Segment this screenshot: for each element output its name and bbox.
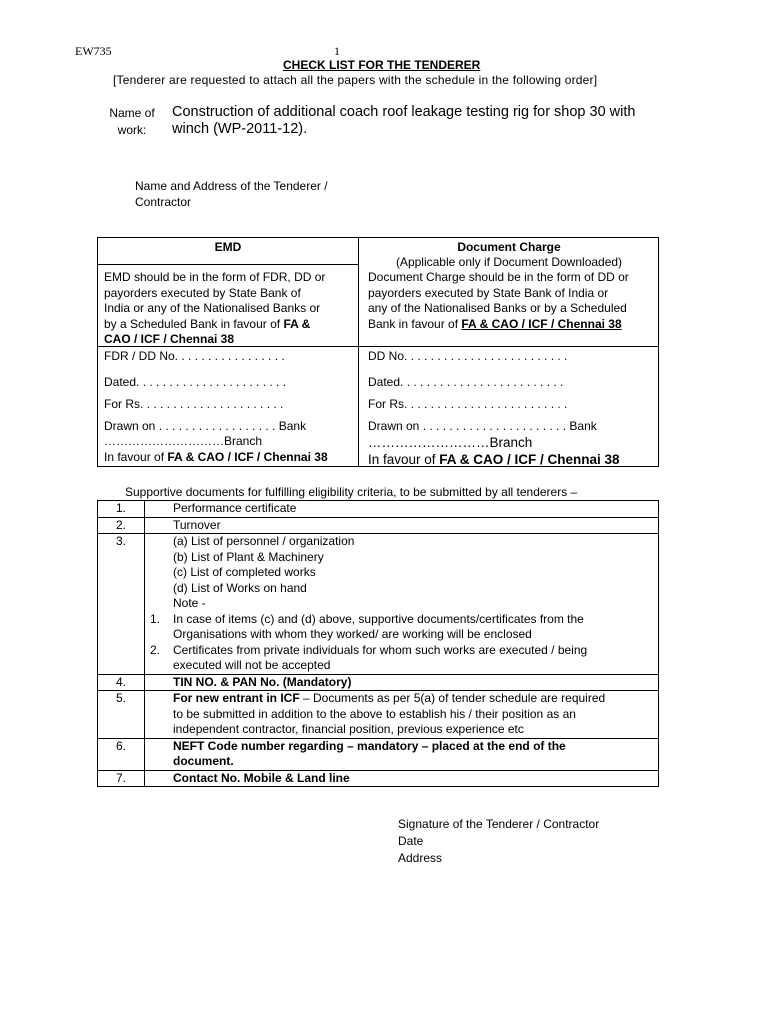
instruction-text: [Tenderer are requested to attach all the papers with the schedule in the following order] xyxy=(113,73,598,87)
page-title: CHECK LIST FOR THE TENDERER xyxy=(283,58,481,72)
subitem: (d) List of Works on hand xyxy=(173,580,307,595)
doc-branch: ………………………Branch xyxy=(368,435,533,450)
doc-desc-line1: Document Charge should be in the form of DD or xyxy=(368,270,629,284)
row-line xyxy=(173,691,652,707)
doc-favour xyxy=(368,452,620,468)
tenderer-name-address xyxy=(135,178,328,210)
row-number: 6. xyxy=(98,739,145,770)
row-line-text: – Documents as per 5(a) of tender schedule are required xyxy=(299,691,606,705)
emd-desc-line3: India or any of the Nationalised Banks or xyxy=(104,301,321,315)
subitem: (b) List of Plant & Machinery xyxy=(173,549,324,564)
column-divider xyxy=(358,238,359,466)
emd-desc-line2: payorders executed by State Bank of xyxy=(104,285,301,300)
note-number: 2. xyxy=(150,642,161,657)
supportive-intro: Supportive documents for fulfilling eligibility criteria, to be submitted by all tenderers – xyxy=(125,485,578,499)
doc-desc-line4 xyxy=(368,317,654,333)
row-number: 5. xyxy=(98,691,145,738)
work-label xyxy=(106,105,158,139)
emd-drawn-on: Drawn on . . . . . . . . . . . . . . . . . . Bank xyxy=(104,419,307,433)
doc-code: EW735 xyxy=(75,44,112,58)
page-number: 1 xyxy=(334,44,340,58)
row-number: 1. xyxy=(98,501,145,517)
row-bold: For new entrant in ICF xyxy=(173,691,300,705)
subitem: (c) List of completed works xyxy=(173,565,316,579)
row-text: TIN NO. & PAN No. (Mandatory) xyxy=(173,674,352,689)
row-text xyxy=(145,534,658,612)
note-item xyxy=(145,612,658,643)
note-label: Note - xyxy=(173,596,206,610)
work-text-line2: winch (WP-2011-12). xyxy=(172,121,308,137)
table-row xyxy=(98,501,658,517)
signature-line: Signature of the Tenderer / Contractor xyxy=(398,817,600,831)
row-line: to be submitted in addition to the above to establish his / their position as an xyxy=(173,706,576,721)
emd-header-divider xyxy=(98,264,358,265)
doc-desc-line4-text: Bank in favour of xyxy=(368,316,462,331)
emd-heading: EMD xyxy=(214,240,242,254)
row-line: independent contractor, financial position, previous experience etc xyxy=(173,722,524,736)
doc-dated: Dated. . . . . . . . . . . . . . . . . . . . . . . . . xyxy=(368,375,564,389)
note-text xyxy=(145,612,658,643)
work-description xyxy=(172,104,635,138)
emd-description xyxy=(104,270,354,348)
row-line: NEFT Code number regarding – mandatory – placed at the end of the xyxy=(173,738,566,753)
table-row xyxy=(98,690,658,738)
date-line: Date xyxy=(398,834,424,848)
signature-block xyxy=(398,816,599,867)
doc-drawn-on: Drawn on . . . . . . . . . . . . . . . . . . . . . . Bank xyxy=(368,419,597,433)
emd-fdr-dd-no: FDR / DD No. . . . . . . . . . . . . . . . . xyxy=(104,349,285,363)
note-number: 1. xyxy=(150,611,161,626)
table-row xyxy=(98,738,658,770)
doc-favour-payee: FA & CAO / ICF / Chennai 38 xyxy=(439,452,620,467)
note-line: executed will not be accepted xyxy=(173,658,331,672)
emd-dated: Dated. . . . . . . . . . . . . . . . . . . . . . . xyxy=(104,375,287,389)
work-text-line1: Construction of additional coach roof leakage testing rig for shop 30 with xyxy=(172,104,636,120)
row-text xyxy=(145,691,658,738)
subitem: (a) List of personnel / organization xyxy=(173,534,355,548)
note-line: In case of items (c) and (d) above, supportive documents/certificates from the xyxy=(173,611,584,626)
notes xyxy=(145,612,658,674)
table-row xyxy=(98,770,658,787)
table-row xyxy=(98,517,658,534)
emd-branch: …………………………Branch xyxy=(104,434,263,448)
tenderer-line1: Name and Address of the Tenderer / xyxy=(135,179,328,193)
row-number: 4. xyxy=(98,675,145,691)
row-text: Turnover xyxy=(173,517,221,532)
work-label-line1: Name of xyxy=(109,106,155,120)
row-number: 3. xyxy=(98,534,145,674)
address-line: Address xyxy=(398,851,443,865)
supportive-documents-table xyxy=(97,500,659,787)
note-item xyxy=(145,643,658,674)
emd-favour-bold-1: FA & xyxy=(283,316,311,331)
emd-desc-line4 xyxy=(104,317,354,333)
work-label-line2: work: xyxy=(117,123,147,137)
emd-favour xyxy=(104,450,328,466)
doc-dd-no: DD No. . . . . . . . . . . . . . . . . . . . . . . . . xyxy=(368,349,568,363)
doc-favour-prefix: In favour of xyxy=(368,452,440,467)
emd-desc-line4-text: by a Scheduled Bank in favour of xyxy=(104,316,284,331)
doc-charge-heading: Document Charge xyxy=(457,240,561,254)
doc-desc-line2: payorders executed by State Bank of India or xyxy=(368,285,609,300)
doc-for-rs: For Rs. . . . . . . . . . . . . . . . . . . . . . . . . xyxy=(368,397,568,411)
emd-desc-line1: EMD should be in the form of FDR, DD or xyxy=(104,270,326,284)
row-number: 7. xyxy=(98,771,145,787)
table-row xyxy=(98,674,658,691)
doc-charge-subheading: (Applicable only if Document Downloaded) xyxy=(395,255,623,269)
emd-for-rs: For Rs. . . . . . . . . . . . . . . . . . . . . . xyxy=(104,397,284,411)
doc-favour-bold: FA & CAO / ICF / Chennai 38 xyxy=(461,316,622,331)
doc-desc-line3: any of the Nationalised Banks or by a Scheduled xyxy=(368,301,627,315)
row-text xyxy=(145,739,658,770)
note-text xyxy=(145,643,658,674)
emd-favour-bold-2: CAO / ICF / Chennai 38 xyxy=(104,332,235,346)
emd-favour-payee: FA & CAO / ICF / Chennai 38 xyxy=(167,450,328,464)
note-line: Organisations with whom they worked/ are working will be enclosed xyxy=(173,627,532,641)
row-number: 2. xyxy=(98,518,145,534)
note-line: Certificates from private individuals for whom such works are executed / being xyxy=(173,642,588,657)
row-text: Performance certificate xyxy=(173,501,297,515)
payment-table xyxy=(97,237,659,467)
row-text: Contact No. Mobile & Land line xyxy=(173,770,350,785)
tenderer-line2: Contractor xyxy=(135,195,192,209)
table-row xyxy=(98,533,658,674)
doc-charge-description xyxy=(368,270,654,332)
emd-favour-prefix: In favour of xyxy=(104,450,168,464)
row-line: document. xyxy=(173,754,234,768)
